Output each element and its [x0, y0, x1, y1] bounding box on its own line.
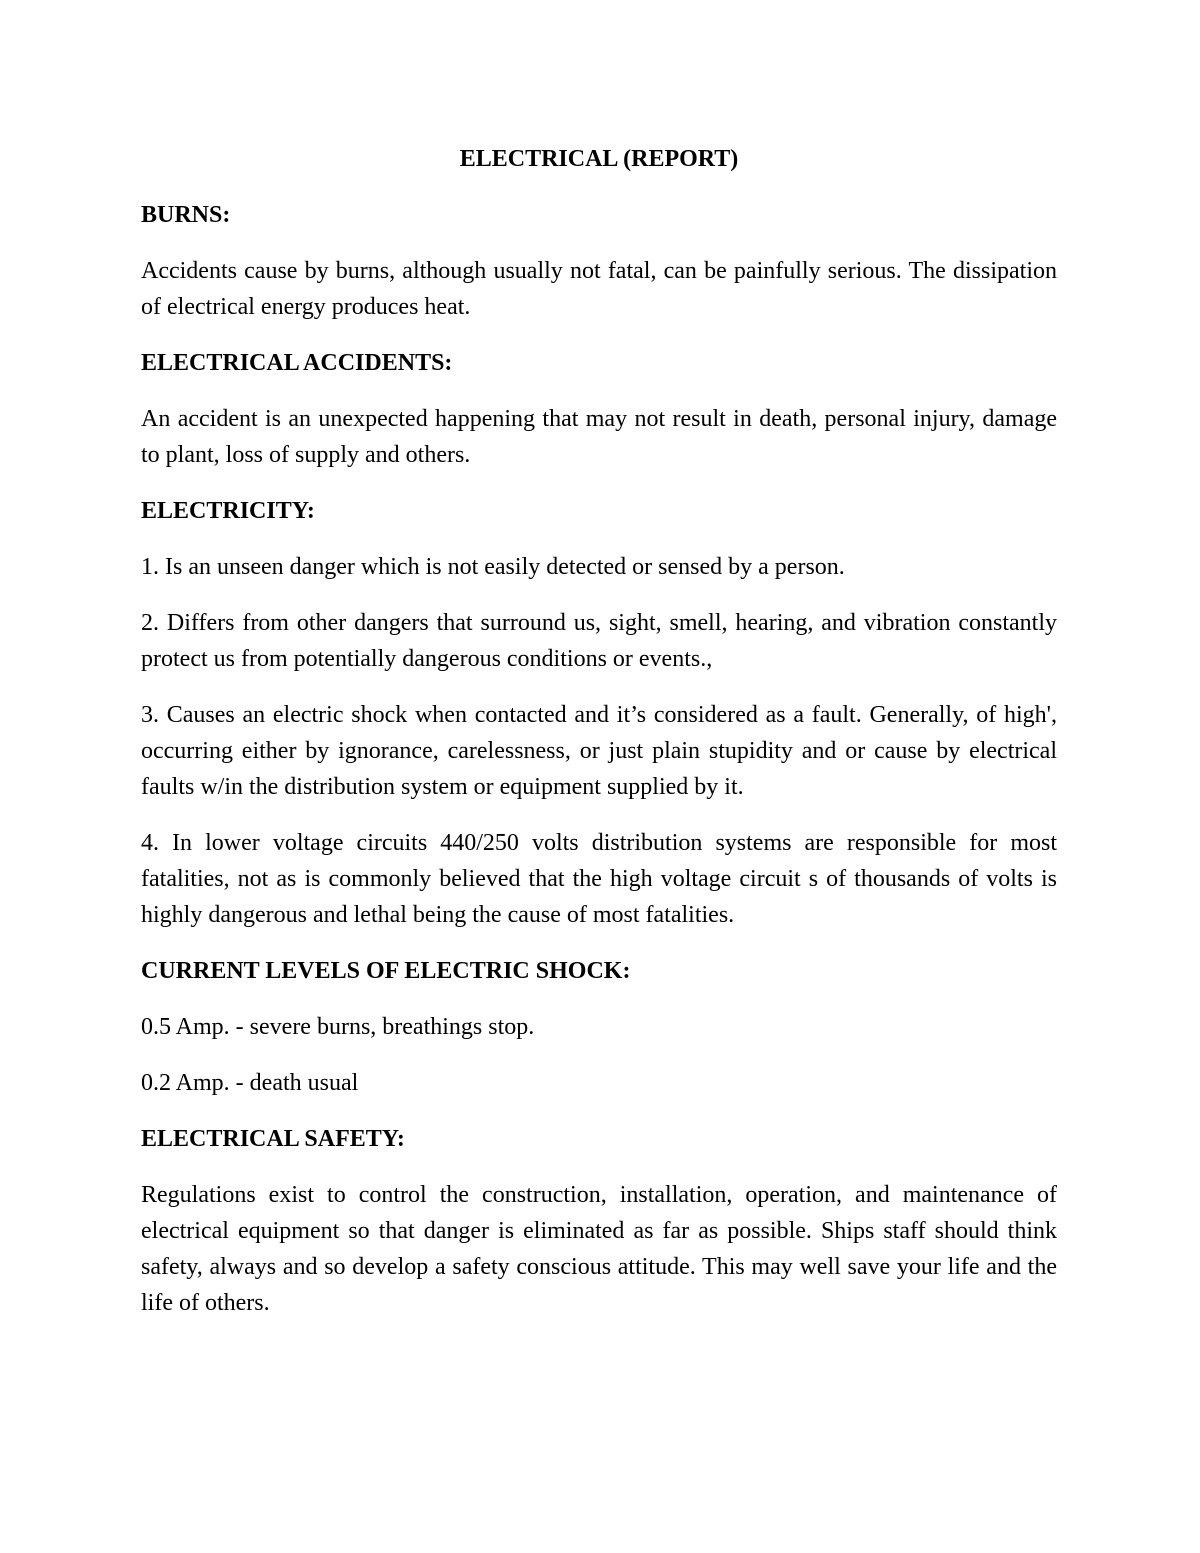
section-paragraph: Accidents cause by burns, although usually not fatal, can be painfully serious. The dissipation of electrical energy produces heat. — [141, 258, 1057, 320]
section-heading: BURNS: — [141, 202, 231, 228]
document-body — [141, 141, 1057, 1341]
section-electrical-safety — [141, 1121, 1057, 1321]
section-paragraph: An accident is an unexpected happening that may not result in death, personal injury, damage to plant, loss of supply and others. — [141, 406, 1057, 468]
section-current-levels — [141, 953, 1057, 1101]
section-electricity — [141, 493, 1057, 933]
document-title: ELECTRICAL (REPORT) — [459, 146, 739, 172]
list-item: 3. Causes an electric shock when contacted and it’s considered as a fault. Generally, of high', occurring either by ignorance, carelessness, or just plain stupidity and or cause by electrical faults w/in the distribution system or equipment supplied by it. — [141, 702, 1057, 800]
section-heading: ELECTRICAL ACCIDENTS: — [141, 350, 453, 376]
section-burns — [141, 197, 1057, 325]
section-paragraph: Regulations exist to control the construction, installation, operation, and maintenance of electrical equipment so that danger is eliminated as far as possible. Ships staff should think safety, always and so develop a safety conscious attitude. This may well save your life and the life of others. — [141, 1182, 1057, 1316]
list-item: 2. Differs from other dangers that surround us, sight, smell, hearing, and vibration constantly protect us from potentially dangerous conditions or events., — [141, 610, 1057, 672]
section-heading: CURRENT LEVELS OF ELECTRIC SHOCK: — [141, 958, 631, 984]
section-heading: ELECTRICAL SAFETY: — [141, 1126, 405, 1152]
list-item: 1. Is an unseen danger which is not easily detected or sensed by a person. — [141, 554, 845, 580]
current-level-line: 0.5 Amp. - severe burns, breathings stop. — [141, 1014, 535, 1040]
section-electrical-accidents — [141, 345, 1057, 473]
section-heading: ELECTRICITY: — [141, 498, 315, 524]
list-item: 4. In lower voltage circuits 440/250 volts distribution systems are responsible for most fatalities, not as is commonly believed that the high voltage circuit s of thousands of volts is highly dangerous and lethal being the cause of most fatalities. — [141, 830, 1057, 928]
current-level-line: 0.2 Amp. - death usual — [141, 1070, 359, 1096]
